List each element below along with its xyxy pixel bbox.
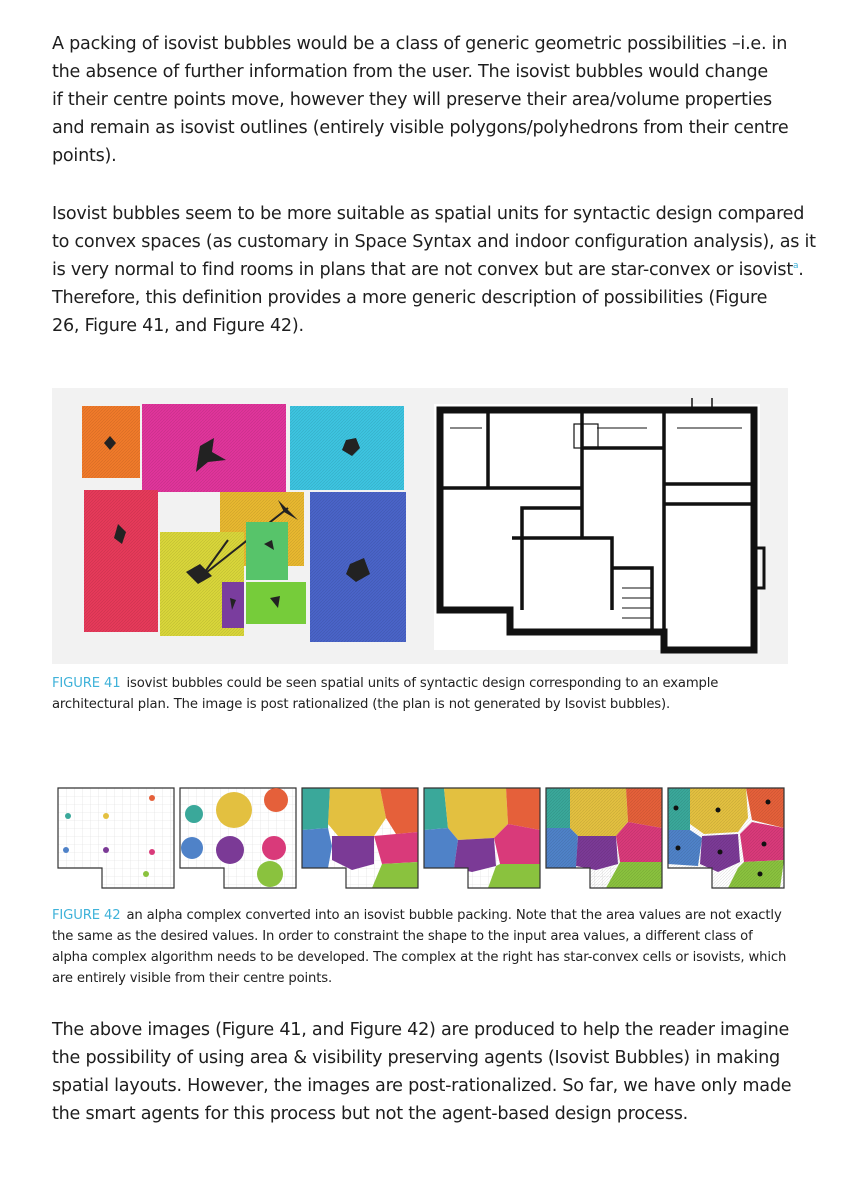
caption-line	[52, 673, 812, 694]
text-line: the absence of further information from the user. The isovist bubbles would change	[52, 62, 768, 82]
area-circle	[181, 837, 203, 859]
text-line: spatial layouts. However, the images are post-rationalized. So far, we have only made	[52, 1076, 792, 1096]
cell	[424, 788, 448, 830]
text-line: The above images (Figure 41, and Figure 42) are produced to help the reader imagine	[52, 1020, 790, 1040]
stage-outline	[58, 788, 174, 888]
text-line: A packing of isovist bubbles would be a class of generic geometric possibilities –i.e. in	[52, 34, 788, 54]
stage-6-isovists	[668, 788, 784, 888]
text-line: Therefore, this definition provides a more generic description of possibilities (Figure	[52, 288, 768, 308]
figure-42-caption	[52, 905, 812, 989]
bubble-magenta	[142, 404, 286, 492]
paragraph-3	[52, 1016, 812, 1128]
text-line: 26, Figure 41, and Figure 42).	[52, 316, 304, 336]
bubble-texture	[142, 404, 286, 492]
figure-41-image	[52, 388, 788, 664]
bubble-red	[84, 490, 158, 632]
text-line: and remain as isovist outlines (entirely visible polygons/polyhedrons from their centre	[52, 118, 789, 138]
bubble-purple	[222, 582, 244, 628]
text-line: to convex spaces (as customary in Space Syntax and indoor configuration analysis), as it	[52, 232, 816, 252]
figure-41-label: FIGURE 41	[52, 676, 121, 691]
text-line: Isovist bubbles seem to be more suitable as spatial units for syntactic design compared	[52, 204, 805, 224]
bubble-cyan	[290, 406, 404, 490]
centre-point	[143, 871, 149, 877]
caption-line	[52, 905, 812, 926]
area-circle	[216, 792, 252, 828]
bubble-lime	[246, 582, 306, 624]
figure-41-caption	[52, 673, 812, 715]
caption-text: an alpha complex converted into an isovist bubble packing. Note that the area values are not exactly	[126, 908, 782, 923]
paragraph-2	[52, 200, 816, 340]
area-circle	[185, 805, 203, 823]
cell	[444, 788, 508, 840]
text-line: the possibility of using area & visibility preserving agents (Isovist Bubbles) in making	[52, 1048, 780, 1068]
cell	[488, 864, 540, 888]
figure-42-graphic	[52, 780, 788, 902]
figure-42-label: FIGURE 42	[52, 908, 121, 923]
area-circle	[264, 788, 288, 812]
figure-42-image	[52, 780, 788, 902]
area-circle	[257, 861, 283, 887]
stage-3-alpha-complex	[302, 788, 418, 888]
cell	[302, 788, 330, 830]
cell	[506, 788, 540, 830]
paragraph-1	[52, 30, 812, 170]
centre-point	[65, 813, 71, 819]
centre-point	[63, 847, 69, 853]
centre-point	[103, 847, 109, 853]
stage-1-points	[58, 788, 174, 888]
area-circle	[216, 836, 244, 864]
cell	[302, 828, 332, 868]
centre-point	[149, 795, 155, 801]
footnote-marker[interactable]: a	[793, 261, 799, 272]
floor-plan	[434, 398, 764, 650]
cell	[424, 828, 458, 868]
stage-5-packing	[546, 788, 662, 888]
text-line: points).	[52, 146, 117, 166]
caption-line: the same as the desired values. In order to constraint the shape to the input area values, a different class of	[52, 929, 753, 944]
stage-4-polygons	[424, 788, 540, 888]
caption-text: isovist bubbles could be seen spatial units of syntactic design corresponding to an example	[126, 676, 719, 691]
caption-line: architectural plan. The image is post rationalized (the plan is not generated by Isovist bubbles).	[52, 697, 671, 712]
stage-2-circles	[180, 788, 296, 888]
text-line	[52, 256, 812, 284]
isovist-bubbles	[82, 404, 406, 642]
centre-point	[103, 813, 109, 819]
bubble-orange	[82, 406, 140, 478]
text-line: the smart agents for this process but not the agent-based design process.	[52, 1104, 689, 1124]
bubble-shape	[246, 522, 288, 580]
text-line: if their centre points move, however they will preserve their area/volume properties	[52, 90, 772, 110]
cell	[454, 838, 496, 872]
bubble-blue	[310, 492, 406, 642]
centre-point	[149, 849, 155, 855]
cell	[328, 788, 386, 836]
figure-41-graphic	[52, 388, 788, 664]
bubble-texture	[84, 490, 158, 632]
bubble-green	[246, 522, 288, 580]
text-line-content: is very normal to find rooms in plans that are not convex but are star-convex or isovist	[52, 260, 793, 280]
period: .	[798, 260, 804, 280]
area-circle	[262, 836, 286, 860]
caption-line: alpha complex algorithm needs to be developed. The complex at the right has star-convex cells or isovists, which	[52, 950, 787, 965]
caption-line: are entirely visible from their centre points.	[52, 971, 332, 986]
